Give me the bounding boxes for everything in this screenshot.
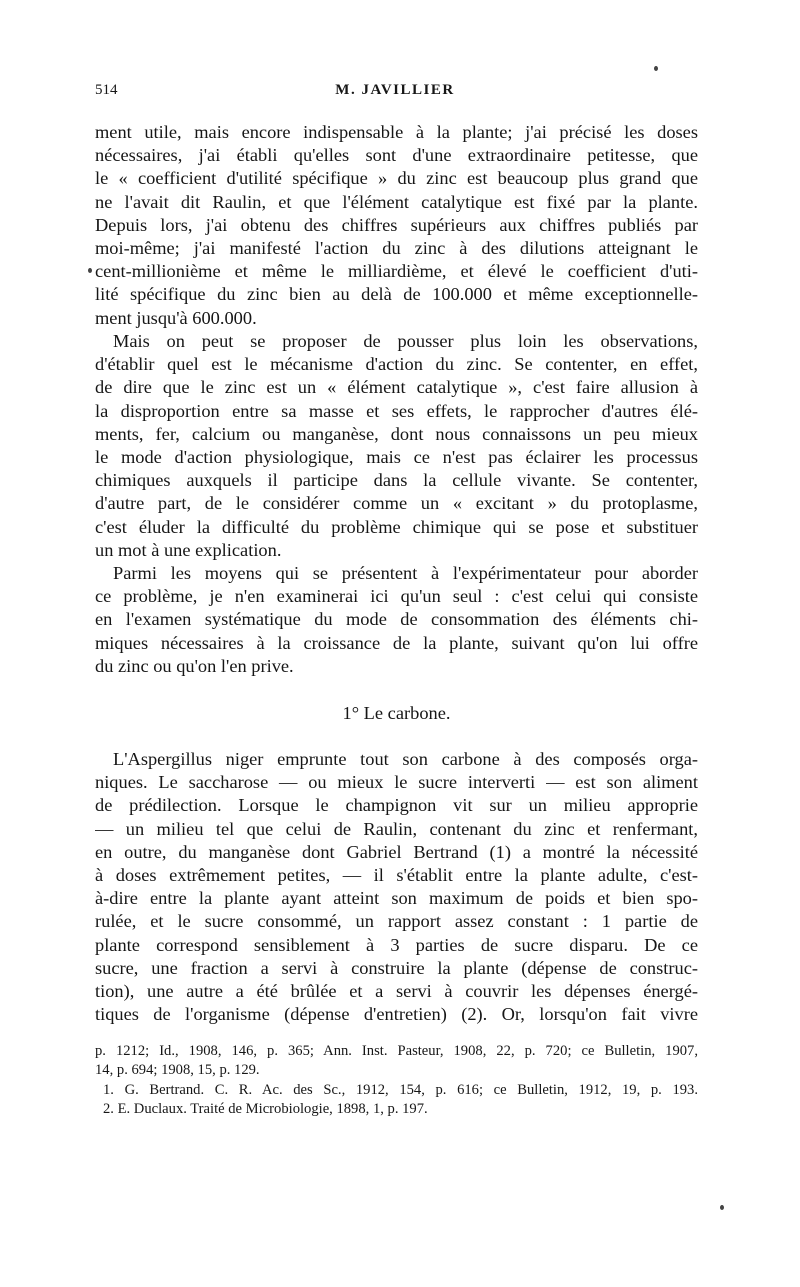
text-line: lité spécifique du zinc bien au delà de 100.000 et même exceptionnelle- bbox=[95, 284, 698, 305]
text-line: tiques de l'organisme (dépense d'entretien) (2). Or, lorsqu'on fait vivre bbox=[95, 1004, 698, 1025]
section-heading: 1° Le carbone. bbox=[342, 703, 451, 723]
paragraph-3 bbox=[95, 562, 698, 678]
paragraph-2 bbox=[95, 330, 698, 562]
text-line: à doses extrêmement petites, — il s'établit entre la plante adulte, c'est- bbox=[95, 864, 698, 885]
text-line: du zinc ou qu'on l'en prive. bbox=[95, 655, 294, 676]
text-line: chimiques auxquels il participe dans la cellule vivante. Se contenter, bbox=[95, 470, 698, 491]
text-line: niques. Le saccharose — ou mieux le sucre interverti — est son aliment bbox=[95, 772, 698, 793]
text-line: la disproportion entre sa masse et ses effets, le rapprocher d'autres élé- bbox=[95, 400, 698, 421]
running-head: M. JAVILLIER bbox=[335, 82, 455, 98]
paragraph-1 bbox=[95, 121, 698, 330]
text-line: Parmi les moyens qui se présentent à l'expérimentateur pour aborder bbox=[113, 563, 698, 583]
text-line: d'autre part, de le considérer comme un « excitant » du protoplasme, bbox=[95, 493, 698, 514]
text-line: ment utile, mais encore indispensable à la plante; j'ai précisé les doses bbox=[95, 122, 698, 142]
text-line: ment jusqu'à 600.000. bbox=[95, 307, 257, 328]
text-line: ne l'avait dit Raulin, et que l'élément catalytique est fixé par la plante. bbox=[95, 191, 698, 212]
text-line: Depuis lors, j'ai obtenu des chiffres supérieurs aux chiffres publiés par bbox=[95, 214, 698, 235]
text-line: cent-millionième et même le milliardième, et élevé le coefficient d'uti- bbox=[95, 261, 698, 282]
footnote-2: 2. E. Duclaux. Traité de Microbiologie, 1898, 1, p. 197. bbox=[103, 1100, 428, 1117]
footnote-line: p. 1212; Id., 1908, 146, p. 365; Ann. Inst. Pasteur, 1908, 22, p. 720; ce Bulletin, 1907, bbox=[95, 1043, 698, 1059]
text-line: en l'examen systématique du mode de consommation des éléments chi- bbox=[95, 609, 698, 630]
text-line: le « coefficient d'utilité spécifique » du zinc est beaucoup plus grand que bbox=[95, 168, 698, 189]
text-line: ce problème, je n'en examinerai ici qu'un seul : c'est celui qui consiste bbox=[95, 586, 698, 607]
text-line: ments, fer, calcium ou manganèse, dont nous connaissons un peu mieux bbox=[95, 423, 698, 444]
text-line: c'est éluder la difficulté du problème chimique qui se pose et substituer bbox=[95, 516, 698, 537]
scan-speck bbox=[88, 268, 92, 273]
text-line: le mode d'action physiologique, mais ce n'est pas éclairer les processus bbox=[95, 446, 698, 467]
text-line: en outre, du manganèse dont Gabriel Bertrand (1) a montré la nécessité bbox=[95, 841, 698, 862]
paragraph-4 bbox=[95, 748, 698, 1026]
text-line: plante correspond sensiblement à 3 parties de sucre disparu. De ce bbox=[95, 934, 698, 955]
text-line: L'Aspergillus niger emprunte tout son carbone à des composés orga- bbox=[113, 749, 698, 769]
text-line: de prédilection. Lorsque le champignon vit sur un milieu approprie bbox=[95, 795, 698, 816]
text-line: Mais on peut se proposer de pousser plus loin les observations, bbox=[113, 331, 698, 351]
page-header bbox=[95, 82, 695, 112]
text-line: moi-même; j'ai manifesté l'action du zinc à des dilutions atteignant le bbox=[95, 237, 698, 258]
text-line: tion), une autre a été brûlée et a servi à couvrir les dépenses énergé- bbox=[95, 980, 698, 1001]
footnote-1: 1. G. Bertrand. C. R. Ac. des Sc., 1912, 154, p. 616; ce Bulletin, 1912, 19, p. 193. bbox=[103, 1081, 698, 1098]
footnotes bbox=[95, 1042, 698, 1119]
text-line: de dire que le zinc est un « élément catalytique », c'est faire allusion à bbox=[95, 377, 698, 398]
text-line: rulée, et le sucre consommé, un rapport assez constant : 1 partie de bbox=[95, 911, 698, 932]
scan-speck bbox=[654, 66, 658, 71]
text-line: — un milieu tel que celui de Raulin, contenant du zinc et renfermant, bbox=[95, 818, 698, 839]
text-line: nécessaires, j'ai établi qu'elles sont d'une extraordinaire petitesse, que bbox=[95, 145, 698, 166]
text-line: à-dire entre la plante ayant atteint son maximum de poids et bien spo- bbox=[95, 888, 698, 909]
scan-speck bbox=[720, 1205, 724, 1210]
text-line: sucre, une fraction a servi à construire la plante (dépense de construc- bbox=[95, 957, 698, 978]
text-line: miques nécessaires à la croissance de la plante, suivant qu'on lui offre bbox=[95, 632, 698, 653]
text-line: un mot à une explication. bbox=[95, 539, 282, 560]
text-line: d'établir quel est le mécanisme d'action du zinc. Se contenter, en effet, bbox=[95, 354, 698, 375]
page-number: 514 bbox=[95, 82, 118, 98]
footnote-line: 14, p. 694; 1908, 15, p. 129. bbox=[95, 1062, 260, 1079]
